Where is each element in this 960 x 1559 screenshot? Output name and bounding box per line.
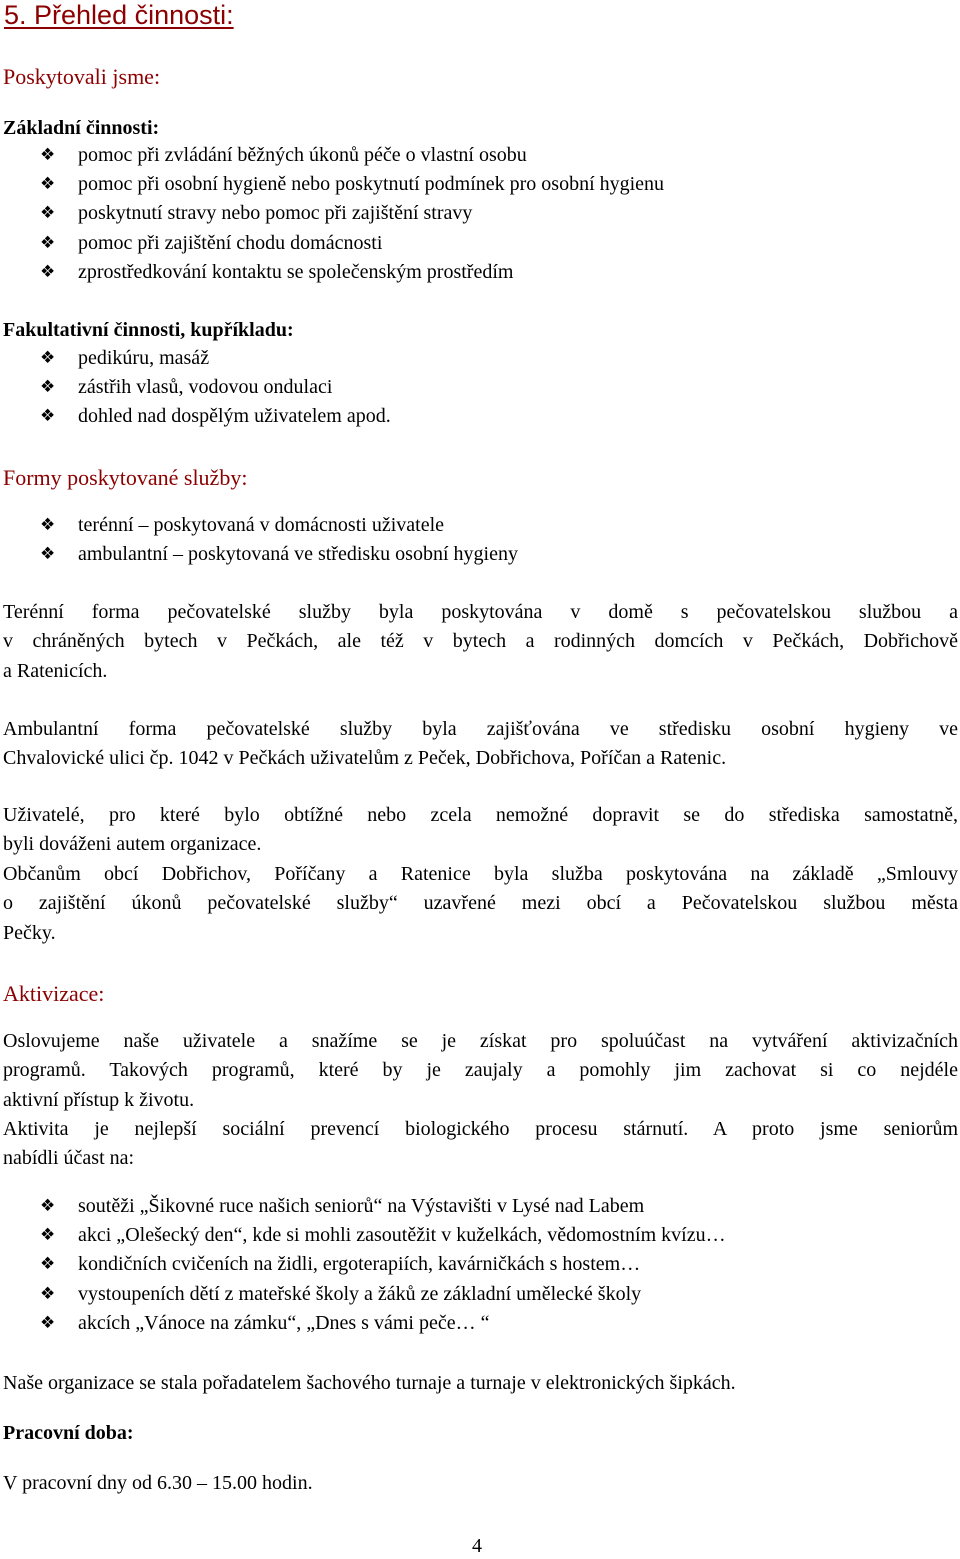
list-item: ❖ akci „Olešecký den“, kde si mohli zasoutěžit v kuželkách, vědomostním kvízu… (0, 1221, 960, 1250)
diamond-bullet-icon: ❖ (40, 1283, 56, 1304)
basic-activities-list (0, 141, 960, 287)
diamond-bullet-icon: ❖ (40, 1312, 56, 1333)
diamond-bullet-icon: ❖ (40, 145, 56, 165)
diamond-bullet-icon: ❖ (40, 1254, 56, 1275)
list-item: ❖ akcích „Vánoce na zámku“, „Dnes s vámi peče… “ (0, 1309, 960, 1338)
list-item: ❖ terénní – poskytovaná v domácnosti uživatele (0, 511, 960, 540)
diamond-bullet-icon: ❖ (40, 174, 56, 195)
list-item: ❖ pomoc při zvládání běžných úkonů péče o vlastní osobu (0, 141, 960, 170)
provided-heading: Poskytovali jsme: (3, 64, 161, 89)
activity-paragraph: Aktivita je nejlepší sociální prevencí biologického procesu stárnutí. A proto jsme seniorům nabídli účast na: (3, 1118, 958, 1170)
field-form-paragraph: Terénní forma pečovatelské služby byla poskytována v domě s pečovatelskou službou a v chráněných bytech v Pečkách, ale též v bytech a rodinných domcích v Pečkách, Dobřichově a Ratenicích. (3, 601, 958, 682)
diamond-bullet-icon: ❖ (40, 203, 56, 224)
list-item: ❖ pomoc při zajištění chodu domácnosti (0, 229, 960, 258)
activation-paragraph: Oslovujeme naše uživatele a snažíme se je získat pro spoluúčast na vytváření aktivizačních programů. Takových programů, které by je zaujaly a pomohly jim zachovat si co nejdéle aktivní přístup k životu. (3, 1030, 958, 1111)
diamond-bullet-icon: ❖ (40, 515, 56, 535)
list-item: ❖ zprostředkování kontaktu se společenským prostředím (0, 258, 960, 287)
diamond-bullet-icon: ❖ (40, 406, 56, 427)
list-item: ❖ ambulantní – poskytovaná ve středisku osobní hygieny (0, 540, 960, 569)
diamond-bullet-icon: ❖ (40, 261, 56, 282)
basic-activities-heading: Základní činnosti: (3, 117, 160, 139)
list-item: ❖ vystoupeních dětí z mateřské školy a žáků ze základní umělecké školy (0, 1280, 960, 1309)
list-item: ❖ poskytnutí stravy nebo pomoc při zajištění stravy (0, 199, 960, 228)
outpatient-form-paragraph: Ambulantní forma pečovatelské služby byla zajišťována ve středisku osobní hygieny ve Chvalovické ulici čp. 1042 v Pečkách uživatelům z Peček, Dobřichova, Poříčan a Ratenic. (3, 718, 958, 770)
optional-activities-heading: Fakultativní činnosti, kupříkladu: (3, 319, 294, 341)
diamond-bullet-icon: ❖ (40, 544, 56, 565)
working-hours-text: V pracovní dny od 6.30 – 15.00 hodin. (3, 1472, 313, 1494)
tournament-paragraph: Naše organizace se stala pořadatelem šachového turnaje a turnaje v elektronických šipkách. (3, 1372, 736, 1394)
list-item: ❖ soutěži „Šikovné ruce našich seniorů“ na Výstavišti v Lysé nad Labem (0, 1192, 960, 1221)
transport-paragraph: Uživatelé, pro které bylo obtížné nebo zcela nemožné dopravit se do střediska samostatně, byli dováženi autem organizace. (3, 804, 958, 856)
diamond-bullet-icon: ❖ (40, 1196, 56, 1216)
activation-heading: Aktivizace: (3, 981, 105, 1006)
list-item: ❖ pedikúru, masáž (0, 344, 960, 373)
diamond-bullet-icon: ❖ (40, 1225, 56, 1246)
events-list (0, 1192, 960, 1338)
forms-list (0, 511, 960, 569)
list-item: ❖ dohled nad dospělým uživatelem apod. (0, 402, 960, 431)
section-title: 5. Přehled činnosti: (4, 0, 234, 30)
optional-activities-list (0, 344, 960, 432)
page-number: 4 (472, 1535, 482, 1557)
diamond-bullet-icon: ❖ (40, 377, 56, 398)
diamond-bullet-icon: ❖ (40, 348, 56, 368)
list-item: ❖ pomoc při osobní hygieně nebo poskytnutí podmínek pro osobní hygienu (0, 170, 960, 199)
forms-heading: Formy poskytované služby: (3, 465, 248, 490)
list-item: ❖ zástřih vlasů, vodovou ondulaci (0, 373, 960, 402)
working-hours-heading: Pracovní doba: (3, 1422, 134, 1444)
diamond-bullet-icon: ❖ (40, 232, 56, 253)
contract-paragraph: Občanům obcí Dobřichov, Poříčany a Ratenice byla služba poskytována na základě „Smlouvy o zajištění úkonů pečovatelské služby“ uzavřené mezi obcí a Pečovatelskou službou města Pečky. (3, 863, 958, 944)
list-item: ❖ kondičních cvičeních na židli, ergoterapiích, kavárničkách s hostem… (0, 1250, 960, 1279)
